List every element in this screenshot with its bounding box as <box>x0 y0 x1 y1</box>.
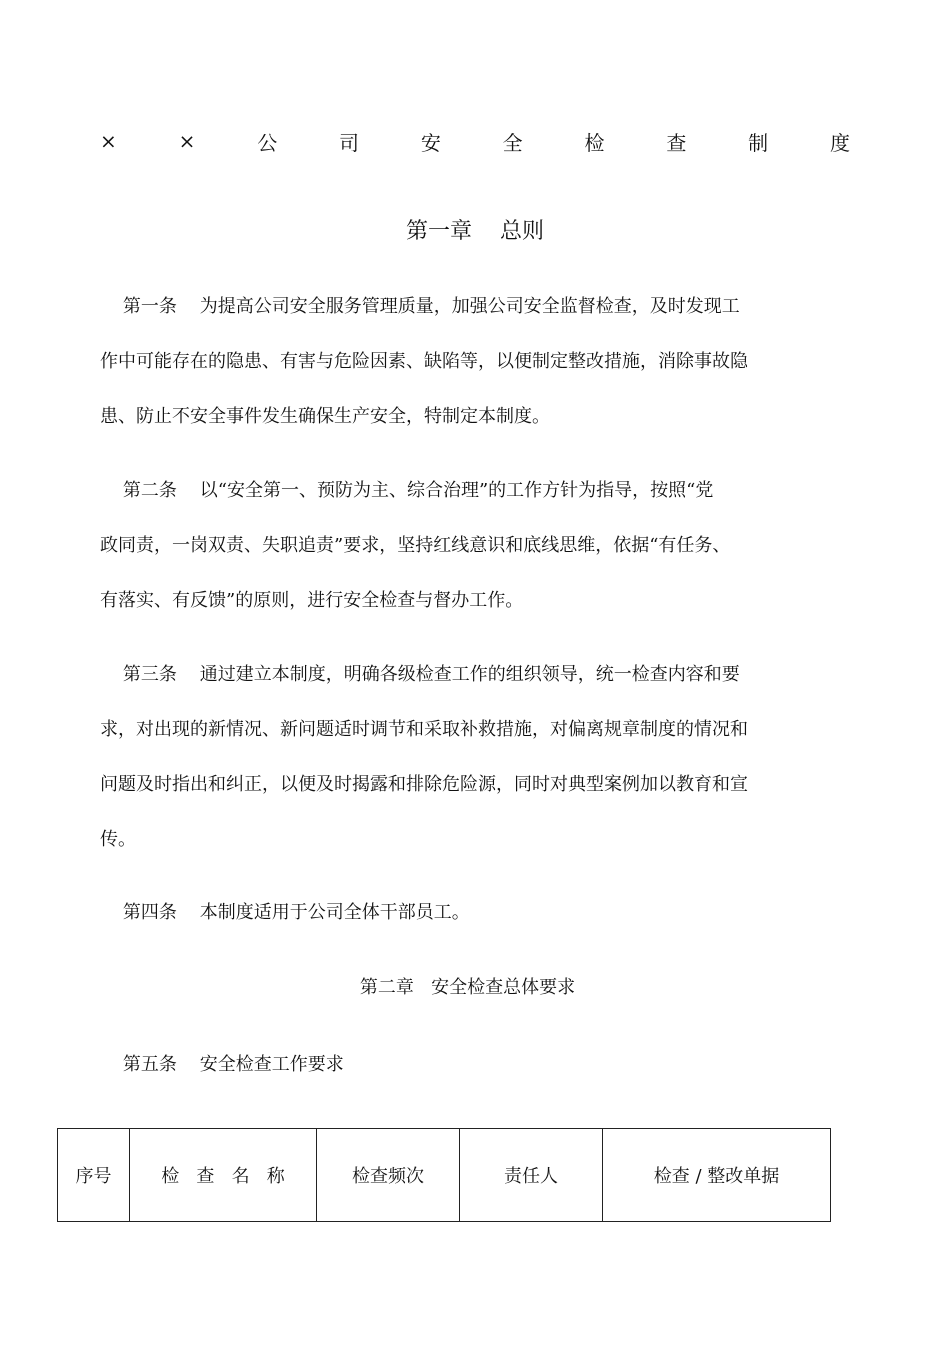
article-5 <box>100 1051 800 1079</box>
title-char: 安 <box>420 130 441 155</box>
article-3 <box>100 661 800 854</box>
inspection-table <box>57 1128 831 1222</box>
article-2 <box>100 477 800 615</box>
table-header-cell: 序号 <box>58 1129 130 1221</box>
article-line: 求，对出现的新情况、新问题适时调节和采取补救措施，对偏离规章制度的情况和 <box>100 719 748 740</box>
title-char: × <box>100 129 117 153</box>
article-line: 第三条 通过建立本制度，明确各级检查工作的组织领导，统一检查内容和要 <box>100 664 740 685</box>
title-char: 制 <box>748 130 769 155</box>
chapter-heading-1: 第一章 总则 <box>406 219 544 244</box>
title-char: 度 <box>829 130 850 155</box>
article-line: 第五条 安全检查工作要求 <box>100 1054 344 1075</box>
table-header-cell: 检查 / 整改单据 <box>653 1166 780 1187</box>
title-char: 公 <box>257 130 278 155</box>
article-line: 传。 <box>100 829 136 850</box>
table-header-cell: 责任人 <box>460 1129 603 1221</box>
title-char: 检 <box>584 130 605 155</box>
article-line: 第一条 为提高公司安全服务管理质量，加强公司安全监督检查，及时发现工 <box>100 296 740 317</box>
document-title <box>100 126 850 156</box>
table-header-cell: 检查频次 <box>317 1129 460 1221</box>
article-line: 有落实、有反馈”的原则，进行安全检查与督办工作。 <box>100 590 524 611</box>
table-header-cell: 检 查 名 称 <box>130 1129 317 1221</box>
title-char: × <box>178 129 196 153</box>
title-char: 全 <box>502 130 523 155</box>
article-line: 第四条 本制度适用于公司全体干部员工。 <box>100 902 470 923</box>
title-char: 查 <box>666 130 687 155</box>
article-line: 患、防止不安全事件发生确保生产安全，特制定本制度。 <box>100 406 550 427</box>
title-char: 司 <box>339 130 360 155</box>
article-4 <box>100 899 800 927</box>
article-line: 政同责，一岗双责、失职追责”要求，坚持红线意识和底线思维，依据“有任务、 <box>100 535 731 556</box>
article-line: 作中可能存在的隐患、有害与危险因素、缺陷等，以便制定整改措施，消除事故隐 <box>100 351 748 372</box>
article-line: 问题及时指出和纠正，以便及时揭露和排除危险源，同时对典型案例加以教育和宣 <box>100 774 748 795</box>
chapter-heading-2: 第二章 安全检查总体要求 <box>359 977 576 998</box>
article-1 <box>100 293 800 431</box>
article-line: 第二条 以“安全第一、预防为主、综合治理”的工作方针为指导，按照“党 <box>100 480 714 501</box>
